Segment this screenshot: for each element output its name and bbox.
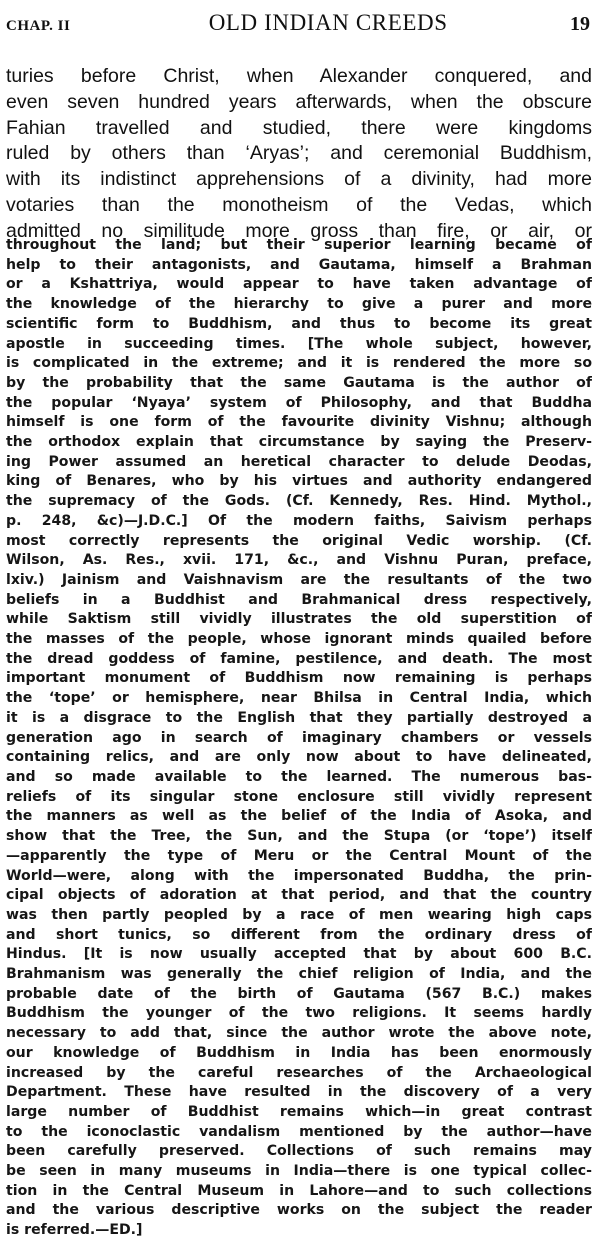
footnote-line: and short tunics, so different from the ordinary dress of [6, 926, 592, 943]
footnote-line: or a Kshattriya, would appear to have taken advantage of [6, 276, 592, 293]
footnote-line: while Saktism still vividly illustrates the old superstition of [6, 611, 592, 628]
footnote-line: be seen in many museums in India—there is one typical collec- [6, 1163, 592, 1180]
footnote-line: the masses of the people, whose ignorant minds quailed before [6, 631, 592, 648]
footnote-line: cipal objects of adoration at that period, and that the country [6, 887, 592, 904]
footnote-line: himself is one form of the favourite divinity Vishnu; although [6, 414, 592, 431]
footnote-line: probable date of the birth of Gautama (567 B.C.) makes [6, 985, 592, 1002]
footnote-line: is complicated in the extreme; and it is rendered the more so [6, 355, 592, 372]
footnote-line: by the probability that the same Gautama is the author of [6, 374, 592, 391]
footnote-line: throughout the land; but their superior learning became of [6, 237, 592, 253]
text-line: votaries than the monotheism of the Vedas, which [6, 193, 592, 216]
page-header [6, 10, 590, 46]
footnote-line: large number of Buddhist remains which—in great contrast [6, 1103, 592, 1120]
footnote-line: Brahmanism was generally the chief religion of India, and the [6, 966, 592, 983]
footnote-line: the popular ‘Nyaya’ system of Philosophy, and that Buddha [6, 394, 592, 411]
footnote-line: beliefs in a Buddhist and Brahmanical dress respectively, [6, 591, 592, 608]
footnote-line: the supremacy of the Gods. (Cf. Kennedy, Res. Hind. Mythol., [6, 493, 592, 510]
text-line: turies before Christ, when Alexander conquered, and [6, 65, 592, 87]
footnote-line: Hindus. [It is now usually accepted that by about 600 B.C. [6, 946, 592, 963]
footnote-line: is referred.—ED.] [6, 1222, 143, 1239]
footnote-line: and so made available to the learned. The numerous bas- [6, 768, 592, 785]
footnote-line: reliefs of its singular stone enclosure still vividly represent [6, 788, 592, 805]
footnote-line: tion in the Central Museum in Lahore—and to such collections [6, 1182, 592, 1199]
text-line: ruled by others than ‘Aryas’; and ceremonial Buddhism, [6, 142, 592, 165]
footnote-line: help to their antagonists, and Gautama, himself a Brahman [6, 256, 592, 273]
footnote-line: it is a disgrace to the English that they partially destroyed a [6, 709, 592, 726]
footnote-line: Wilson, As. Res., xvii. 171, &c., and Vishnu Puran, preface, [6, 552, 592, 569]
footnote-text [6, 236, 592, 1241]
main-text [6, 64, 592, 245]
footnote-line: ing Power assumed an heretical character to delude Deodas, [6, 453, 592, 470]
page-number: 19 [570, 13, 590, 35]
footnote-line: and the various descriptive works on the subject the reader [6, 1202, 592, 1219]
footnote-line: been carefully preserved. Collections of such remains may [6, 1143, 592, 1160]
footnote-line: p. 248, &c)—J.D.C.] Of the modern faiths, Saivism perhaps [6, 512, 592, 529]
footnote-line: important monument of Buddhism now remaining is perhaps [6, 670, 592, 687]
footnote-line: the knowledge of the hierarchy to give a purer and more [6, 296, 592, 313]
chapter-label: CHAP. II [6, 18, 71, 34]
footnote-line: Department. These have resulted in the discovery of a very [6, 1084, 592, 1101]
text-line: with its indistinct apprehensions of a divinity, had more [6, 168, 592, 191]
footnote-line: the dread goddess of famine, pestilence, and death. The most [6, 650, 592, 667]
running-title: OLD INDIAN CREEDS [208, 10, 448, 35]
footnote-line: apostle in succeeding times. [The whole subject, however, [6, 335, 592, 352]
footnote-line: most correctly represents the original Vedic worship. (Cf. [6, 532, 592, 549]
footnote-line: our knowledge of Buddhism in India has been enormously [6, 1044, 592, 1061]
text-line: even seven hundred years afterwards, when the obscure [6, 90, 592, 113]
footnote-line: lxiv.) Jainism and Vaishnavism are the resultants of the two [6, 571, 592, 588]
footnote-line: the orthodox explain that circumstance by saying the Preserv- [6, 434, 592, 451]
footnote-line: World—were, along with the impersonated Buddha, the prin- [6, 867, 592, 884]
footnote-line: generation ago in search of imaginary chambers or vessels [6, 729, 592, 746]
footnote-line: show that the Tree, the Sun, and the Stupa (or ‘tope’) itself [6, 828, 592, 845]
footnote-line: was then partly peopled by a race of men wearing high caps [6, 906, 592, 923]
footnote-line: the manners as well as the belief of the India of Asoka, and [6, 808, 592, 825]
text-line: admitted no similitude more gross than fire, or air, or [6, 219, 592, 242]
footnote-line: containing relics, and are only now about to have delineated, [6, 749, 592, 766]
footnote-line: scientific form to Buddhism, and thus to become its great [6, 315, 592, 332]
footnote-line: Buddhism the younger of the two religions. It seems hardly [6, 1005, 592, 1022]
text-line: Fahian travelled and studied, there were kingdoms [6, 116, 592, 139]
footnote-line: king of Benares, who by his virtues and authority endangered [6, 473, 592, 490]
footnote-line: the ‘tope’ or hemisphere, near Bhilsa in Central India, which [6, 690, 592, 707]
footnote-line: —apparently the type of Meru or the Central Mount of the [6, 847, 592, 864]
footnote-line: necessary to add that, since the author wrote the above note, [6, 1025, 592, 1042]
footnote-line: to the iconoclastic vandalism mentioned by the author—have [6, 1123, 592, 1140]
footnote-line: increased by the careful researches of the Archaeological [6, 1064, 592, 1081]
